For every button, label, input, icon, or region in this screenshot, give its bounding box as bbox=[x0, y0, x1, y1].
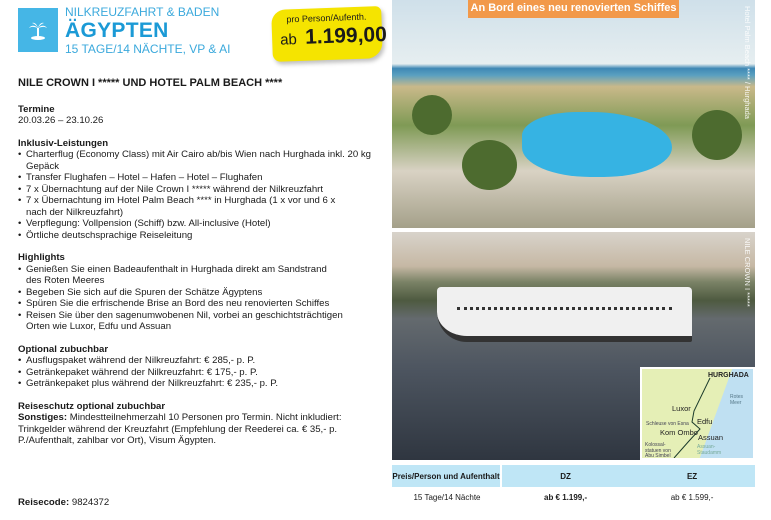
reisecode-value: 9824372 bbox=[69, 497, 110, 508]
highlights-heading: Highlights bbox=[18, 252, 65, 263]
palm-tree bbox=[412, 95, 452, 135]
sonstiges-text bbox=[18, 412, 388, 447]
list-item: • Verpflegung: Vollpension (Schiff) bzw. All-inclusive (Hotel) bbox=[18, 218, 388, 230]
list-item: • Getränkepaket während der Nilkreuzfahrt: € 175,- p. P. bbox=[18, 367, 388, 379]
map-label-assuan: Assuan bbox=[698, 433, 724, 442]
reiseschutz-heading: Reiseschutz optional zubuchbar bbox=[18, 400, 166, 412]
list-item: • 7 x Übernachtung auf der Nile Crown I ***** während der Nilkreuzfahrt bbox=[18, 184, 388, 196]
table-cell: ab € 1.199,- bbox=[544, 492, 588, 502]
hotel-photo bbox=[392, 0, 755, 228]
page-title: ÄGYPTEN bbox=[65, 19, 169, 42]
reisecode bbox=[18, 497, 109, 508]
table-header: DZ bbox=[502, 465, 629, 487]
price-badge-label: pro Person/Aufenth. bbox=[286, 11, 367, 25]
map-label-rotes-meer: Rotes Meer bbox=[730, 394, 744, 406]
map-label-kom-ombo: Kom Ombo bbox=[660, 428, 698, 437]
list-item: • Transfer Flughafen – Hotel – Hafen – Hotel – Flughafen bbox=[18, 172, 388, 184]
palm-island-icon bbox=[18, 8, 58, 52]
price-badge bbox=[271, 6, 388, 62]
photo-caption: NILE CROWN I ***** bbox=[743, 238, 752, 307]
price-table bbox=[392, 465, 755, 507]
optional-heading: Optional zubuchbar bbox=[18, 343, 109, 355]
photo-banner: An Bord eines neu renovierten Schiffes bbox=[468, 0, 679, 18]
map-label-edfu: Edfu bbox=[697, 417, 713, 426]
photo-caption: Hotel Palm Beach **** / Hurghada bbox=[743, 6, 752, 119]
table-row bbox=[392, 487, 755, 507]
duration-subtitle: 15 TAGE/14 NÄCHTE, VP & AI bbox=[65, 42, 231, 56]
pool bbox=[522, 112, 672, 177]
table-header: EZ bbox=[629, 465, 755, 487]
list-item: • Genießen Sie einen Badeaufenthalt in Hurghada direkt am Sandstrand des Roten Meeres bbox=[18, 264, 328, 287]
sonstiges-label: Sonstiges: bbox=[18, 412, 68, 423]
map-label-luxor: Luxor bbox=[672, 404, 691, 413]
table-header: Preis/Person und Aufenthalt bbox=[392, 465, 502, 487]
list-item: • Reisen Sie über den sagenumwobenen Nil, vorbei an geschichtsträchtigen Orten wie Luxor, Edfu und Assuan bbox=[18, 310, 363, 333]
palm-tree bbox=[692, 110, 742, 160]
category-label: NILKREUZFAHRT & BADEN bbox=[65, 5, 220, 19]
list-item: • 7 x Übernachtung im Hotel Palm Beach **** in Hurghada (1 x vor und 6 x nach der Nilkreuzfahrt) bbox=[18, 195, 348, 218]
map-label-abu-simbel: Kolossal-statuen von Abu Simbel bbox=[645, 442, 671, 459]
map-label-esna: Schleuse von Esna bbox=[646, 421, 689, 427]
offer-details bbox=[18, 78, 388, 447]
map-label-staudamm: Assuan-Staudamm bbox=[697, 444, 722, 456]
termine-heading: Termine bbox=[18, 103, 55, 115]
termine-value: 20.03.26 – 23.10.26 bbox=[18, 115, 104, 126]
list-item: • Örtliche deutschsprachige Reiseleitung bbox=[18, 230, 388, 242]
list-item: • Charterflug (Economy Class) mit Air Cairo ab/bis Wien nach Hurghada inkl. 20 kg Gepäck bbox=[18, 149, 388, 172]
list-item: • Begeben Sie sich auf die Spuren der Schätze Ägyptens bbox=[18, 287, 388, 299]
route-map bbox=[640, 367, 755, 460]
table-cell: 15 Tage/14 Nächte bbox=[413, 492, 481, 502]
list-item: • Ausflugspaket während der Nilkreuzfahrt: € 285,- p. P. bbox=[18, 355, 388, 367]
list-item: • Spüren Sie die erfrischende Brise an Bord des neu renovierten Schiffes bbox=[18, 298, 388, 310]
map-label-hurghada: HURGHADA bbox=[708, 372, 749, 379]
inklusiv-heading: Inklusiv-Leistungen bbox=[18, 137, 109, 149]
table-cell: ab € 1.599,- bbox=[670, 492, 714, 502]
palm-tree bbox=[462, 140, 517, 190]
reisecode-label: Reisecode: bbox=[18, 497, 70, 508]
price-prefix: ab bbox=[279, 31, 298, 49]
sonstiges-body: Mindestteilnehmerzahl 10 Personen pro Termin. Nicht inkludiert: Trinkgelder während der Kreuzfahrt (Empfehlung der Reederei ca. € 35,- p. P./Aufenthalt, zahlbar vor Ort), Visum Ägypten. bbox=[18, 412, 342, 446]
price-value: 1.199,00 bbox=[304, 22, 388, 49]
list-item: • Getränkepaket plus während der Nilkreuzfahrt: € 235,- p. P. bbox=[18, 378, 388, 390]
offer-title: NILE CROWN I ***** UND HOTEL PALM BEACH **** bbox=[18, 77, 283, 89]
cruise-ship bbox=[437, 287, 692, 342]
